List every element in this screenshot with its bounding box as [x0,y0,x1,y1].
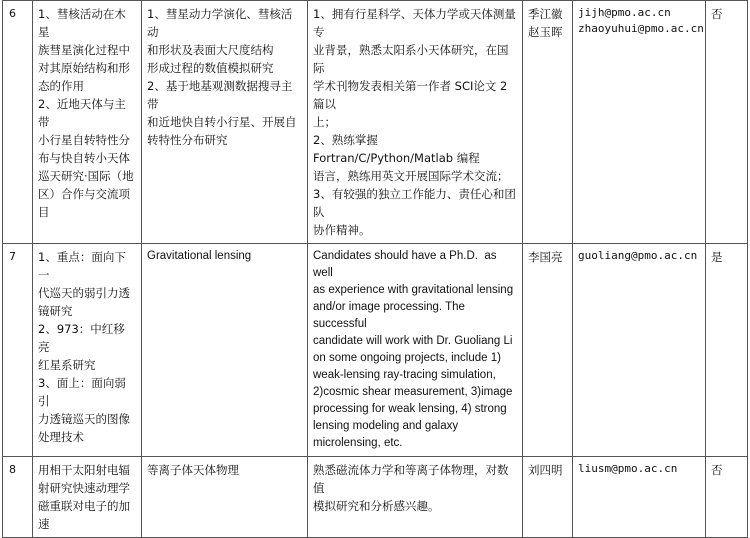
email-cell [573,244,706,457]
flag-cell: 是 [706,244,748,457]
table-row [3,1,748,244]
direction-line: 3、面上：面向弱引 [38,376,126,408]
direction-line: 红星系研究 [38,358,96,372]
requirement-line: 协作精神。 [313,223,371,237]
flag-cell: 否 [706,457,748,538]
requirement-line: and/or image processing. The successful [313,301,469,330]
direction-line: 族彗星演化过程中 [38,43,130,57]
direction-line: 2、近地天体与主带 [38,97,126,129]
direction-line: 磁重联对电子的加 [38,499,130,513]
requirement-line: 2)cosmic shear measurement, 3)image [313,386,513,398]
topic-line: Gravitational lensing [147,250,252,262]
direction-line: 处理技术 [38,430,84,444]
topic-line: 2、基于地基观测数据搜寻主带 [147,79,293,111]
direction-line: 镜研究 [38,304,73,318]
row-number: 7 [3,244,33,457]
email-link[interactable]: jijh@pmo.ac.cn [578,6,671,19]
advisor-cell [523,457,573,538]
direction-line: 代巡天的弱引力透 [38,286,130,300]
table-row [3,244,748,457]
email-link[interactable]: guoliang@pmo.ac.cn [578,249,698,262]
direction-line: 对其原始结构和形 [38,61,130,75]
table-row [3,457,748,538]
research-topic-cell [142,1,308,244]
requirement-line: 学术刊物发表相关第一作者 SCI论文 2篇以 [313,79,508,111]
direction-line: 小行星自转特性分 [38,133,130,147]
requirement-line: processing for weak lensing, 4) strong [313,403,507,415]
advisor-name: 刘四明 [528,463,563,477]
requirement-line: candidate will work with Dr. Guoliang Li [313,335,513,347]
advisor-name: 季江徽 [528,7,563,21]
requirement-line: 3、有较强的独立工作能力、责任心和团队 [313,187,516,219]
direction-line: 布与快自转小天体 [38,151,130,165]
requirement-line: lensing modeling and galaxy [313,420,459,432]
row-number: 6 [3,1,33,244]
direction-line: 2、973：中红移亮 [38,322,125,354]
advisor-cell [523,244,573,457]
requirement-line: 2、熟练掌握 Fortran/C/Python/Matlab 编程 [313,133,480,165]
requirements-cell [308,244,523,457]
requirement-line: on some ongoing projects, include 1) [313,352,501,364]
topic-line: 转特性分布研究 [147,133,228,147]
requirement-line: microlensing, etc. [313,437,403,449]
research-direction-cell [33,244,142,457]
email-link[interactable]: liusm@pmo.ac.cn [578,462,678,475]
direction-line: 速 [38,517,50,531]
research-topic-cell [142,457,308,538]
advisor-cell [523,1,573,244]
research-topic-cell [142,244,308,457]
direction-line: 1、彗核活动在木星 [38,7,126,39]
flag-cell: 否 [706,1,748,244]
requirement-line: Candidates should have a Ph.D. as well [313,250,500,279]
requirement-line: 模拟研究和分析感兴趣。 [313,499,440,513]
requirement-line: 语言，熟练用英文开展国际学术交流； [313,169,509,183]
email-cell [573,457,706,538]
direction-line: 用相干太阳射电辐 [38,463,130,477]
requirement-line: weak-lensing ray-tracing simulation, [313,369,496,381]
direction-line: 目 [38,205,50,219]
advisor-name: 赵玉晖 [528,25,563,39]
direction-line: 射研究快速动理学 [38,481,130,495]
requirement-line: 上； [313,115,336,129]
email-cell [573,1,706,244]
requirement-line: 1、拥有行星科学、天体力学或天体测量专 [313,7,516,39]
direction-line: 力透镜巡天的图像 [38,412,130,426]
research-direction-cell [33,1,142,244]
requirements-cell [308,1,523,244]
direction-line: 区）合作与交流项 [38,187,130,201]
topic-line: 和近地快自转小行星、开展自 [147,115,297,129]
direction-line: 巡天研究·国际（地 [38,169,134,183]
requirement-line: 熟悉磁流体力学和等离子体物理，对数值 [313,463,509,495]
topic-line: 形成过程的数值模拟研究 [147,61,274,75]
direction-line: 1、重点：面向下一 [38,250,126,282]
row-number: 8 [3,457,33,538]
topic-line: 等离子体天体物理 [147,463,239,477]
email-link[interactable]: zhaoyuhui@pmo.ac.cn [578,22,704,35]
requirements-cell [308,457,523,538]
direction-line: 态的作用 [38,79,84,93]
research-direction-cell [33,457,142,538]
advisor-name: 李国亮 [528,250,563,264]
requirement-line: 业背景，熟悉太阳系小天体研究，在国际 [313,43,509,75]
positions-table [2,0,748,538]
requirement-line: as experience with gravitational lensing [313,284,514,296]
topic-line: 和形状及表面大尺度结构 [147,43,274,57]
topic-line: 1、彗星动力学演化、彗核活动 [147,7,293,39]
